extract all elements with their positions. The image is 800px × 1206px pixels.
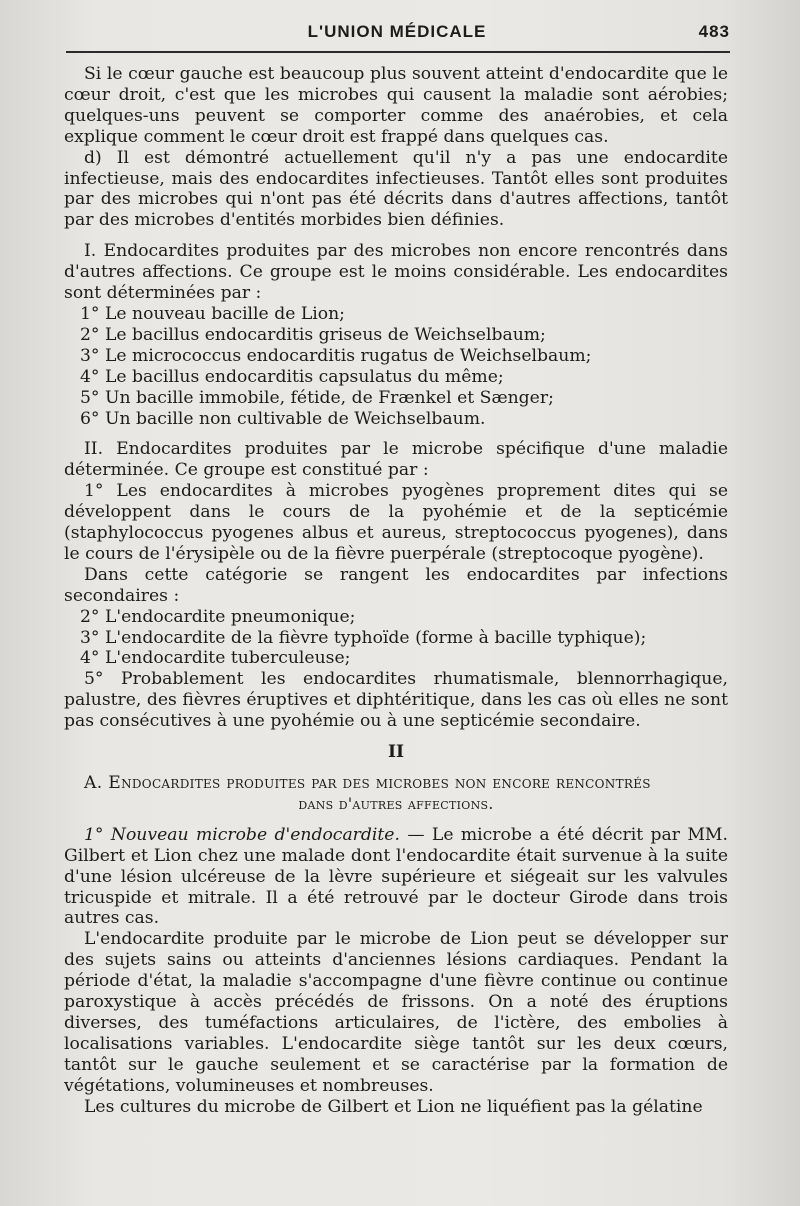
- list-endocardites-group-1: [64, 304, 728, 429]
- list-endocardites-group-2: [64, 607, 728, 670]
- paragraph: 5° Probablement les endocardites rhumatismale, blennorrhagique, palustre, des fièvres éruptives et diphtéritique, dans les cas où elles ne sont pas consécutives à une pyohémie ou à une septicémie secondaire.: [64, 669, 728, 732]
- list-item: 3° Le micrococcus endocarditis rugatus de Weichselbaum;: [80, 345, 592, 366]
- header-rule: [66, 51, 730, 53]
- list-item: 4° Le bacillus endocarditis capsulatus du même;: [80, 366, 504, 387]
- subsection-title: 1° Nouveau microbe d'endocardite.: [84, 824, 400, 845]
- paragraph: Si le cœur gauche est beaucoup plus souvent atteint d'endocardite que le cœur droit, c'est que les microbes qui causent la maladie sont aérobies; quelques-uns peuvent se comporter comme des anaérobies, et cela explique comment le cœur droit est frappé dans quelques cas.: [64, 64, 728, 147]
- list-item: 5° Un bacille immobile, fétide, de Frænkel et Sænger;: [80, 387, 554, 408]
- article-body: [64, 64, 728, 1118]
- list-item: 2° Le bacillus endocarditis griseus de Weichselbaum;: [80, 324, 546, 345]
- list-item: 1° Le nouveau bacille de Lion;: [80, 303, 345, 324]
- running-header: [64, 20, 730, 50]
- list-item: 6° Un bacille non cultivable de Weichselbaum.: [80, 408, 486, 429]
- journal-title: L'UNION MÉDICALE: [307, 22, 487, 41]
- section-heading-continued: dans d'autres affections.: [298, 794, 494, 813]
- paragraph: Les cultures du microbe de Gilbert et Lion ne liquéfient pas la gélatine: [84, 1096, 703, 1117]
- paragraph-text: — Le microbe a été décrit par MM. Gilbert et Lion chez une malade dont l'endocardite était survenue à la suite d'une lésion ulcéreuse de la lèvre supérieure et siégeait sur les valvules tricuspide et mitrale. Il a été retrouvé par le docteur Girode dans trois autres cas.: [64, 824, 728, 929]
- paragraph: Dans cette catégorie se rangent les endocardites par infections secondaires :: [64, 564, 728, 606]
- section-heading: A. Endocardites produites par des microbes non encore rencontrés: [84, 773, 651, 793]
- list-item: 3° L'endocardite de la fièvre typhoïde (forme à bacille typhique);: [80, 627, 647, 648]
- paragraph: II. Endocardites produites par le microbe spécifique d'une maladie déterminée. Ce groupe est constitué par :: [64, 439, 728, 481]
- list-item: 4° L'endocardite tuberculeuse;: [80, 648, 351, 669]
- list-item: 2° L'endocardite pneumonique;: [80, 606, 356, 627]
- paragraph: [64, 825, 728, 930]
- paragraph: 1° Les endocardites à microbes pyogènes proprement dites qui se développent dans le cours de la pyohémie et de la septicémie (staphylococcus pyogenes albus et aureus, streptococcus pyogenes), dans le cours de l'érysipèle ou de la fièvre puerpérale (streptocoque pyogène).: [64, 481, 728, 564]
- paragraph: L'endocardite produite par le microbe de Lion peut se développer sur des sujets sains ou atteints d'anciennes lésions cardiaques. Pendant la période d'état, la maladie s'accompagne d'une fièvre continue ou continue paroxystique à accès précédés de frissons. On a noté des éruptions diverses, des tuméfactions articulaires, de l'ictère, des embolies à localisations variables. L'endocardite siège tantôt sur les deux cœurs, tantôt sur le gauche seulement et se caractérise par la formation de végétations, volumineuses et nombreuses.: [64, 929, 728, 1096]
- page-number: 483: [698, 22, 730, 41]
- paragraph: I. Endocardites produites par des microbes non encore rencontrés dans d'autres affections. Ce groupe est le moins considérable. Les endocardites sont déterminées par :: [64, 241, 728, 304]
- paragraph: d) Il est démontré actuellement qu'il n'y a pas une endocardite infectieuse, mais des endocardites infectieuses. Tantôt elles sont produites par des microbes qui n'ont pas été décrits dans d'autres affections, tantôt par des microbes d'entités morbides bien définies.: [64, 147, 728, 231]
- section-number: II: [387, 742, 405, 763]
